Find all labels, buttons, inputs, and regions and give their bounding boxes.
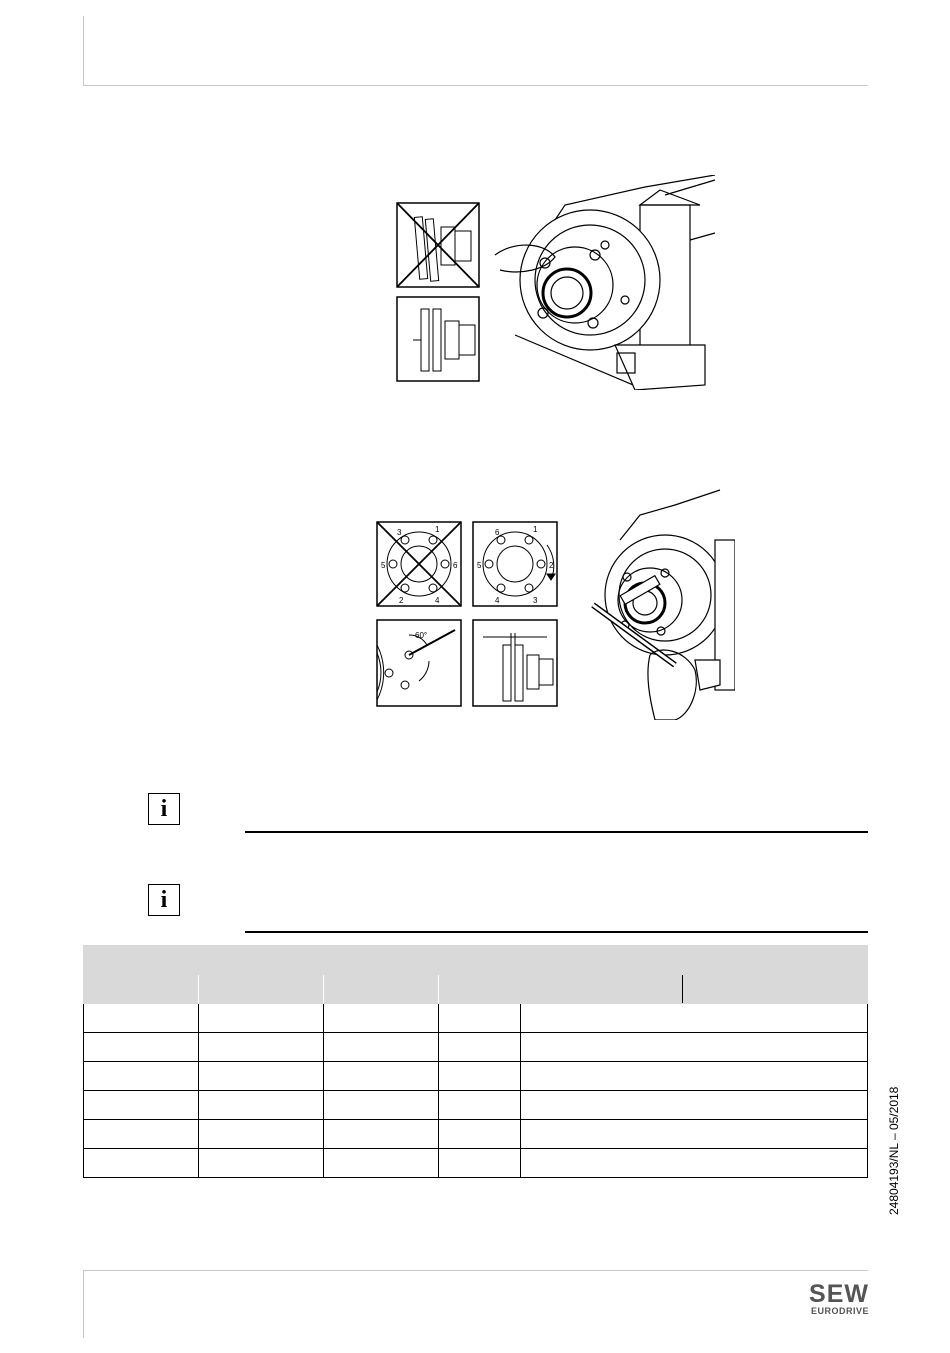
figure-flange-alignment	[395, 175, 725, 390]
left-margin-rule-top	[83, 16, 84, 86]
bolt-label: 4	[435, 596, 440, 605]
bolt-label: 1	[435, 525, 440, 534]
torque-wrench-drawing	[593, 490, 735, 720]
bolt-label: 1	[533, 525, 538, 534]
header-rule	[83, 85, 868, 86]
table-row	[84, 1062, 868, 1091]
table-header-row	[84, 946, 868, 975]
bolt-label: 5	[381, 561, 386, 570]
correct-sequence-panel	[473, 522, 557, 606]
left-margin-rule-bottom	[83, 1270, 84, 1338]
correct-alignment-panel	[397, 297, 479, 381]
header-cell	[198, 975, 323, 1004]
gap-panel	[473, 620, 557, 706]
brand-logo	[799, 1282, 869, 1316]
angle-label: 60°	[415, 631, 428, 640]
note-divider	[245, 931, 868, 933]
bolt-label: 5	[477, 561, 482, 570]
bolt-label: 3	[397, 528, 402, 537]
table-row	[84, 1004, 868, 1033]
note-divider	[245, 831, 868, 833]
header-cell	[84, 946, 521, 975]
table-row	[84, 1091, 868, 1120]
header-cell	[438, 975, 521, 1004]
table-row	[84, 1033, 868, 1062]
info-icon: i	[148, 793, 180, 825]
header-cell	[84, 975, 199, 1004]
header-cell	[521, 975, 683, 1004]
figure-bolt-tightening	[375, 485, 735, 720]
wrong-sequence-panel	[377, 522, 461, 606]
wrong-alignment-panel	[397, 203, 479, 287]
header-cell	[683, 975, 868, 1004]
data-table	[83, 945, 868, 1178]
bolt-label: 3	[533, 596, 538, 605]
bolt-label: 6	[453, 561, 458, 570]
bolt-label: 4	[495, 596, 500, 605]
bolt-label: 2	[399, 596, 404, 605]
table-row	[84, 1120, 868, 1149]
footer-rule	[83, 1270, 868, 1271]
bolt-label: 2	[549, 561, 554, 570]
info-icon: i	[148, 884, 180, 916]
table-subheader-row	[84, 975, 868, 1004]
header-cell	[323, 975, 438, 1004]
bolt-label: 6	[495, 528, 500, 537]
gear-unit-drawing	[495, 175, 715, 390]
brand-line2: EURODRIVE	[810, 1306, 869, 1316]
header-cell	[521, 946, 868, 975]
brand-line1: SEW	[809, 1280, 869, 1308]
table-row	[84, 1149, 868, 1178]
document-code: 24804193/NL – 05/2018	[887, 1086, 901, 1215]
